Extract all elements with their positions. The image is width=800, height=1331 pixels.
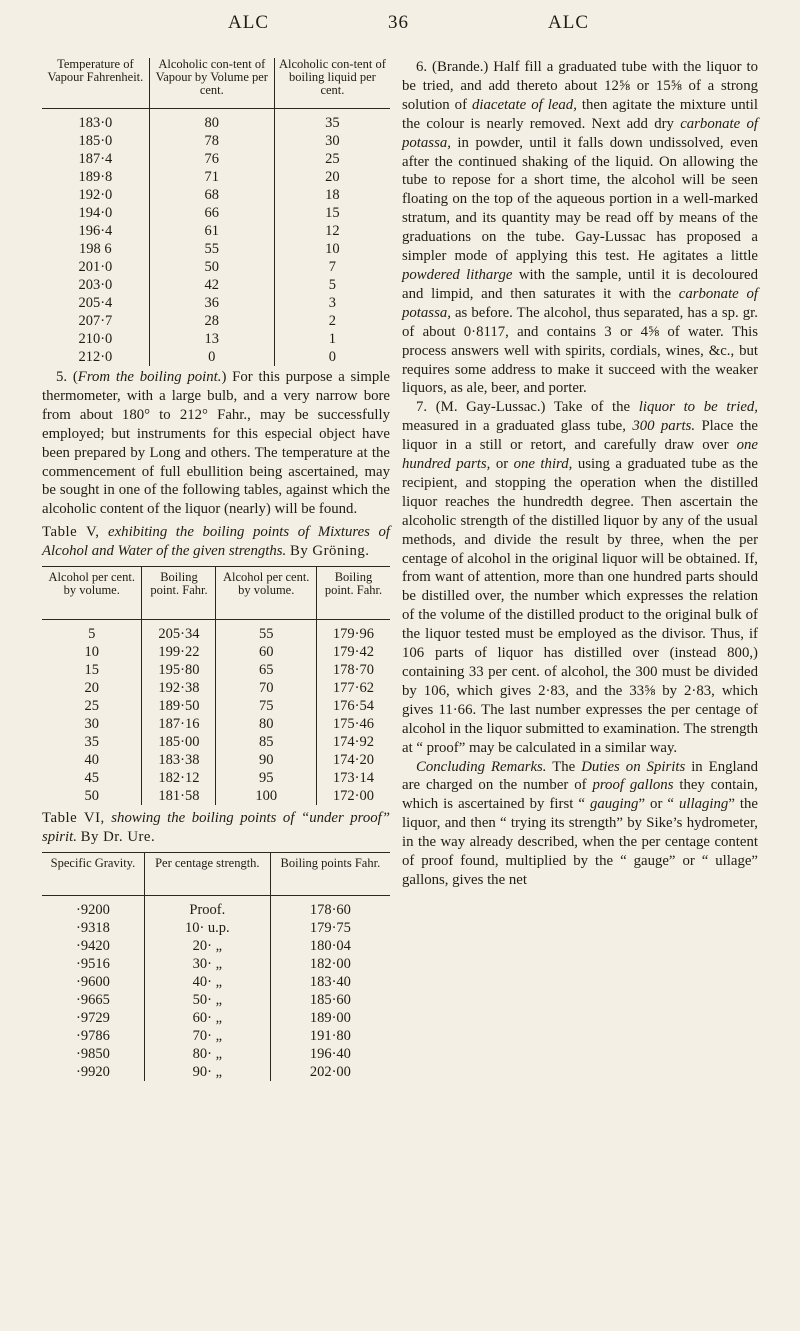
- table-row: [42, 330, 390, 348]
- table-cell: 185·0: [78, 133, 113, 149]
- table-cell: 3: [274, 294, 390, 312]
- table-cell: 50: [84, 788, 99, 805]
- table-row: [42, 1045, 390, 1063]
- table-row: [42, 661, 390, 679]
- table-cell: 30: [274, 132, 390, 150]
- table-cell: 78: [149, 132, 274, 150]
- table-cell: 5: [88, 626, 96, 643]
- table-row: [42, 294, 390, 312]
- table-cell: 191·80: [270, 1027, 390, 1045]
- page-number: 36: [388, 12, 409, 33]
- table-cell: 55: [149, 240, 274, 258]
- table-cell: 212·0: [78, 349, 113, 365]
- table-cell: 10: [84, 644, 99, 661]
- table-cell: 40: [84, 752, 99, 769]
- column-header: Specific Gravity.: [42, 852, 144, 895]
- table-cell: ·9665: [76, 991, 110, 1008]
- table-cell: 25: [274, 150, 390, 168]
- table-cell: 80: [216, 715, 316, 733]
- table-row: [42, 895, 390, 919]
- table-cell: ·9786: [76, 1027, 110, 1044]
- table-cell: 90· „: [144, 1063, 270, 1081]
- table-cell: Proof.: [144, 895, 270, 919]
- header-right: ALC: [548, 12, 589, 33]
- table-row: [42, 109, 390, 133]
- paragraph-5: 5. (From the boiling point.) For this purpose a simple thermometer, with a large bulb, and a very narrow bore from about 180° to 212° Fahr., may be successfully employed; but instruments for this especial object have been prepared by Long and others. The temperature at the commencement of full ebullition being ascertained, may be sought in one of the following tables, against which the alcoholic content of the liquor (nearly) will be found.: [42, 369, 390, 518]
- table-row: [42, 150, 390, 168]
- table-cell: 196·4: [78, 223, 113, 239]
- table-cell: 90: [216, 751, 316, 769]
- column-header: Alcohol per cent. by volume.: [42, 567, 142, 620]
- table-cell: 100: [216, 787, 316, 805]
- table-cell: ·9600: [76, 973, 110, 990]
- paragraph-6: 6. (Brande.) Half fill a graduated tube with the liquor to be tried, and add thereto about 12⅝ or 15⅝ of a strong solution of diacetate of lead, then agitate the mixture until the colour is nearly removed. Next add dry carbonate of potassa, in powder, until it falls down undissolved, even after the continued shaking of the liquid. On allowing the tube to repose for a short time, the alcohol will be seen floating on the top of the aqueous portion in a well-marked stratum, and its quantity may be read off by means of the graduations on the tube. Gay-Lussac has proposed a simpler mode of applying this test. He agitates a little powdered litharge with the sample, until it is decoloured and limpid, and then saturates it with the carbonate of potassa, as before. The alcohol, thus separated, has a sp. gr. of about 0·8117, and contains 3 or 4⅝ of water. This process answers well with spirits, cordials, wines, &c., but requires some address to make it succeed with the weaker liquors, as ale, beer, and porter.: [402, 59, 758, 397]
- table-cell: ·9920: [76, 1063, 110, 1080]
- table-cell: 195·80: [142, 661, 216, 679]
- column-header: Alcohol per cent. by volume.: [216, 567, 316, 620]
- table-cell: 203·0: [78, 277, 113, 293]
- table-cell: 183·0: [78, 115, 113, 131]
- table-cell: 66: [149, 204, 274, 222]
- table-cell: 181·58: [142, 787, 216, 805]
- right-column: [402, 58, 758, 890]
- table-cell: 28: [149, 312, 274, 330]
- table-cell: 172·00: [316, 787, 390, 805]
- table-row: [42, 348, 390, 366]
- column-header: Alcoholic con-tent of boiling liquid per cent.: [274, 58, 390, 109]
- table-row: [42, 312, 390, 330]
- table-cell: 179·96: [316, 620, 390, 644]
- table-cell: 80: [149, 109, 274, 133]
- column-header: Temperature of Vapour Fahrenheit.: [42, 58, 149, 109]
- table-cell: 176·54: [316, 697, 390, 715]
- table-cell: 2: [274, 312, 390, 330]
- table-cell: 174·92: [316, 733, 390, 751]
- table-cell: 180·04: [270, 937, 390, 955]
- table-row: [42, 132, 390, 150]
- table-row: [42, 991, 390, 1009]
- table-cell: 15: [84, 662, 99, 679]
- table-cell: 76: [149, 150, 274, 168]
- table-cell: 85: [216, 733, 316, 751]
- table-cell: 65: [216, 661, 316, 679]
- column-header: Boiling points Fahr.: [270, 852, 390, 895]
- table-cell: 189·00: [270, 1009, 390, 1027]
- table-6-caption: Table VI, showing the boiling points of “under proof” spirit. By Dr. Ure.: [42, 810, 390, 845]
- table-cell: 175·46: [316, 715, 390, 733]
- concluding-remarks: Concluding Remarks. The Duties on Spirits in England are charged on the number of proof gallons they contain, which is ascertained by first “ gauging” or “ ullaging” the liquor, and then “ trying its strength” by Sike’s hydrometer, in the way already described, when the per centage content of proof found, multiplied by the “ gauge” or “ ullage” gallons, gives the net: [402, 758, 758, 888]
- table-cell: 1: [274, 330, 390, 348]
- table-row: [42, 168, 390, 186]
- table-row: [42, 258, 390, 276]
- table-cell: 20: [84, 680, 99, 697]
- table-cell: 7: [274, 258, 390, 276]
- table-row: [42, 769, 390, 787]
- table-row: [42, 276, 390, 294]
- table-cell: 210·0: [78, 331, 113, 347]
- table-row: [42, 679, 390, 697]
- table-cell: 40· „: [144, 973, 270, 991]
- table-cell: 205·34: [142, 620, 216, 644]
- table-cell: ·9729: [76, 1009, 110, 1026]
- table-row: [42, 1009, 390, 1027]
- table-cell: 199·22: [142, 643, 216, 661]
- table-row: [42, 955, 390, 973]
- table-cell: 0: [274, 348, 390, 366]
- table-cell: 178·60: [270, 895, 390, 919]
- table-cell: 35: [274, 109, 390, 133]
- table-row: [42, 240, 390, 258]
- table-cell: 183·40: [270, 973, 390, 991]
- table-row: [42, 1027, 390, 1045]
- table-cell: 15: [274, 204, 390, 222]
- table-row: [42, 937, 390, 955]
- table-cell: 10: [274, 240, 390, 258]
- header-left: ALC: [228, 12, 269, 33]
- table-cell: 80· „: [144, 1045, 270, 1063]
- table-row: [42, 733, 390, 751]
- table-cell: 30· „: [144, 955, 270, 973]
- table-row: [42, 222, 390, 240]
- running-header: [0, 12, 800, 42]
- table-cell: 18: [274, 186, 390, 204]
- table-cell: 20: [274, 168, 390, 186]
- table-cell: 177·62: [316, 679, 390, 697]
- table-row: [42, 787, 390, 805]
- table-cell: 173·14: [316, 769, 390, 787]
- table-row: [42, 697, 390, 715]
- table-row: [42, 715, 390, 733]
- table-cell: 70: [216, 679, 316, 697]
- column-header: Boiling point. Fahr.: [316, 567, 390, 620]
- table-cell: 36: [149, 294, 274, 312]
- table-cell: 198 6: [79, 241, 112, 257]
- table-cell: 13: [149, 330, 274, 348]
- under-proof-table: [42, 852, 390, 1081]
- table-cell: 50· „: [144, 991, 270, 1009]
- table-cell: 42: [149, 276, 274, 294]
- table-cell: 55: [216, 620, 316, 644]
- table-cell: 25: [84, 698, 99, 715]
- table-cell: 183·38: [142, 751, 216, 769]
- table-row: [42, 751, 390, 769]
- table-cell: 179·75: [270, 919, 390, 937]
- paragraph-7: 7. (M. Gay-Lussac.) Take of the liquor to be tried, measured in a graduated glass tube, 300 parts. Place the liquor in a still or retort, and carefully draw over one hundred parts, or one third, using a graduated tube as the recipient, and stopping the operation when the distilled liquor reaches the hundredth degree. Then ascertain the alcoholic strength of the distilled liquor by any of the usual methods, and divide the result by three, when the per centage of alcohol in the original liquor will be obtained. If, from want of attention, more than one hundred parts should be distilled over, the number which expresses the relation of the volume of the distilled product to the original bulk of the liquor tested must be employed as the divisor. Thus, if 106 parts of liquor has distilled over (instead 800,) containing 33 per cent. of alcohol, the 300 must be divided by 106, which gives 2·83, and the 33⅝ by 2·83, which gives 11·66. The last number expresses the per centage of alcohol in the liquor submitted to examination. The strength at “ proof” may be calculated in a similar way.: [402, 399, 758, 756]
- table-cell: 182·00: [270, 955, 390, 973]
- table-cell: 201·0: [78, 259, 113, 275]
- table-cell: ·9318: [76, 919, 110, 936]
- table-5-caption: Table V, exhibiting the boiling points of Mixtures of Alcohol and Water of the given strengths. By Gröning.: [42, 524, 390, 560]
- table-cell: 185·00: [142, 733, 216, 751]
- table-row: [42, 620, 390, 644]
- left-column: [42, 58, 390, 1081]
- table-cell: 45: [84, 770, 99, 787]
- table-cell: 71: [149, 168, 274, 186]
- table-cell: 194·0: [78, 205, 113, 221]
- table-cell: 207·7: [78, 313, 113, 329]
- table-cell: 75: [216, 697, 316, 715]
- table-row: [42, 1063, 390, 1081]
- table-row: [42, 973, 390, 991]
- table-cell: 50: [149, 258, 274, 276]
- table-cell: ·9200: [76, 901, 110, 918]
- table-cell: 192·0: [78, 187, 113, 203]
- table-cell: 205·4: [78, 295, 113, 311]
- table-cell: ·9516: [76, 955, 110, 972]
- table-cell: 70· „: [144, 1027, 270, 1045]
- table-cell: 12: [274, 222, 390, 240]
- vapour-table: [42, 58, 390, 366]
- table-cell: 174·20: [316, 751, 390, 769]
- table-cell: 61: [149, 222, 274, 240]
- table-cell: 182·12: [142, 769, 216, 787]
- table-cell: 178·70: [316, 661, 390, 679]
- table-cell: 187·16: [142, 715, 216, 733]
- table-cell: 189·8: [78, 169, 113, 185]
- table-cell: 60: [216, 643, 316, 661]
- table-row: [42, 643, 390, 661]
- table-cell: 35: [84, 734, 99, 751]
- boiling-points-table: [42, 566, 390, 805]
- table-cell: 10· u.p.: [144, 919, 270, 937]
- table-cell: 202·00: [270, 1063, 390, 1081]
- column-header: Alcoholic con-tent of Vapour by Volume per cent.: [149, 58, 274, 109]
- table-cell: 185·60: [270, 991, 390, 1009]
- table-cell: 187·4: [78, 151, 113, 167]
- table-row: [42, 919, 390, 937]
- table-cell: 192·38: [142, 679, 216, 697]
- table-cell: 196·40: [270, 1045, 390, 1063]
- table-cell: ·9420: [76, 937, 110, 954]
- table-cell: 20· „: [144, 937, 270, 955]
- table-cell: 0: [149, 348, 274, 366]
- table-cell: ·9850: [76, 1045, 110, 1062]
- table-cell: 60· „: [144, 1009, 270, 1027]
- table-cell: 68: [149, 186, 274, 204]
- table-cell: 30: [84, 716, 99, 733]
- column-header: Per centage strength.: [144, 852, 270, 895]
- table-cell: 95: [216, 769, 316, 787]
- table-cell: 179·42: [316, 643, 390, 661]
- column-header: Boiling point. Fahr.: [142, 567, 216, 620]
- table-row: [42, 204, 390, 222]
- table-row: [42, 186, 390, 204]
- table-cell: 5: [274, 276, 390, 294]
- table-cell: 189·50: [142, 697, 216, 715]
